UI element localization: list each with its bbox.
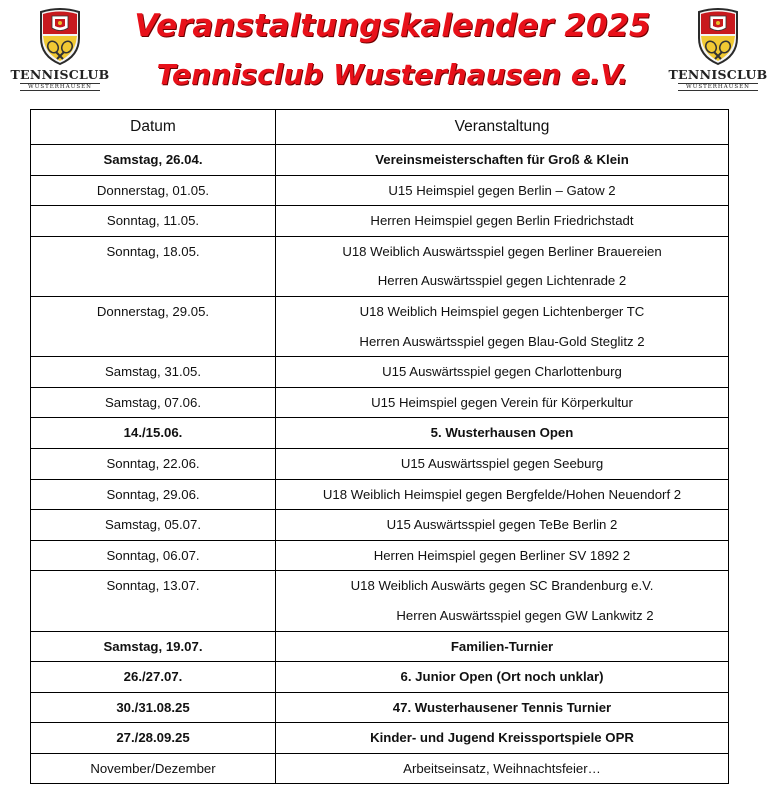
table-row	[31, 448, 729, 479]
event-text: U15 Auswärtsspiel gegen Charlottenburg	[382, 364, 622, 380]
date-text: Sonntag, 29.06.	[106, 486, 200, 502]
event-text: U15 Auswärtsspiel gegen Seeburg	[400, 455, 604, 471]
event-text: U15 Heimspiel gegen Berlin – Gatow 2	[388, 182, 616, 198]
date-text: 26./27.07.	[123, 669, 183, 685]
event-cell	[276, 418, 729, 449]
date-text: 14./15.06.	[123, 425, 183, 441]
column-header-event: Veranstaltung	[276, 110, 729, 145]
table-row	[31, 236, 729, 296]
logo-text: TENNISCLUB	[668, 67, 768, 82]
event-text: Herren Auswärtsspiel gegen Lichtenrade 2	[377, 273, 627, 289]
date-text: Sonntag, 18.05.	[106, 243, 200, 259]
table-row	[31, 571, 729, 631]
event-cell	[276, 723, 729, 754]
date-cell	[31, 631, 276, 662]
date-text: Samstag, 31.05.	[104, 364, 202, 380]
event-text: U18 Weiblich Heimspiel gegen Bergfelde/Hohen Neuendorf 2	[322, 486, 682, 502]
event-text: Kinder- und Jugend Kreissportspiele OPR	[370, 730, 634, 746]
table-row	[31, 510, 729, 541]
date-text: Samstag, 05.07.	[104, 517, 202, 533]
event-text: 47. Wusterhausener Tennis Turnier	[392, 699, 612, 715]
event-cell	[276, 236, 729, 296]
column-header-date: Datum	[31, 110, 276, 145]
table-row	[31, 753, 729, 784]
table-body	[31, 145, 729, 784]
event-cell	[276, 510, 729, 541]
page-subtitle: Tennisclub Wusterhausen e.V.	[156, 58, 629, 91]
event-text: 5. Wusterhausen Open	[430, 425, 574, 441]
event-cell	[276, 296, 729, 356]
date-text: 27./28.09.25	[116, 730, 190, 746]
date-cell	[31, 753, 276, 784]
page-title: Veranstaltungskalender 2025	[134, 8, 651, 44]
event-text: U15 Heimspiel gegen Verein für Körperkultur	[371, 394, 633, 410]
event-text: 6. Junior Open (Ort noch unklar)	[400, 669, 604, 685]
event-text: U15 Auswärtsspiel gegen TeBe Berlin 2	[386, 517, 618, 533]
date-text: Sonntag, 13.07.	[106, 578, 200, 594]
event-text: U18 Weiblich Auswärts gegen SC Brandenburg e.V.	[350, 578, 654, 594]
crest-icon	[37, 6, 83, 66]
table-row	[31, 631, 729, 662]
date-cell	[31, 357, 276, 388]
club-logo-left	[8, 6, 112, 98]
date-cell	[31, 387, 276, 418]
table-row	[31, 723, 729, 754]
event-text: Herren Auswärtsspiel gegen GW Lankwitz 2	[396, 607, 654, 623]
event-text: Herren Heimspiel gegen Berliner SV 1892 2	[373, 547, 631, 563]
date-cell	[31, 448, 276, 479]
date-cell	[31, 723, 276, 754]
date-text: Samstag, 19.07.	[103, 638, 203, 654]
date-cell	[31, 145, 276, 176]
table-row	[31, 479, 729, 510]
date-cell	[31, 206, 276, 237]
event-cell	[276, 175, 729, 206]
table-row	[31, 357, 729, 388]
date-cell	[31, 540, 276, 571]
date-text: Samstag, 07.06.	[104, 394, 202, 410]
table-row	[31, 387, 729, 418]
club-logo-right	[666, 6, 770, 98]
table-header-row	[31, 110, 729, 145]
date-cell	[31, 692, 276, 723]
event-cell	[276, 753, 729, 784]
event-text: Herren Heimspiel gegen Berlin Friedrichstadt	[370, 213, 634, 229]
crest-icon	[695, 6, 741, 66]
event-cell	[276, 540, 729, 571]
date-text: Sonntag, 06.07.	[106, 547, 200, 563]
event-text: U18 Weiblich Auswärtsspiel gegen Berliner Brauereien	[342, 243, 662, 259]
event-cell	[276, 662, 729, 693]
date-text: 30./31.08.25	[116, 699, 190, 715]
date-text: Sonntag, 22.06.	[106, 455, 200, 471]
table-row	[31, 662, 729, 693]
event-cell	[276, 357, 729, 388]
date-text: Samstag, 26.04.	[103, 152, 203, 167]
table-row	[31, 296, 729, 356]
logo-text: TENNISCLUB	[10, 67, 110, 82]
table-row	[31, 692, 729, 723]
date-cell	[31, 571, 276, 631]
event-cell	[276, 387, 729, 418]
event-text: Vereinsmeisterschaften für Groß & Klein	[375, 152, 629, 167]
event-cell	[276, 206, 729, 237]
event-cell	[276, 145, 729, 176]
date-cell	[31, 296, 276, 356]
table-row	[31, 206, 729, 237]
event-text: U18 Weiblich Heimspiel gegen Lichtenberger TC	[359, 303, 645, 319]
logo-subtext: WUSTERHAUSEN	[678, 83, 758, 91]
table-row	[31, 175, 729, 206]
date-cell	[31, 175, 276, 206]
date-cell	[31, 510, 276, 541]
event-cell	[276, 479, 729, 510]
table-row	[31, 418, 729, 449]
logo-subtext: WUSTERHAUSEN	[20, 83, 100, 91]
date-text: Donnerstag, 01.05.	[96, 182, 210, 198]
date-cell	[31, 236, 276, 296]
event-calendar-table	[30, 109, 729, 784]
table-row	[31, 540, 729, 571]
date-text: Sonntag, 11.05.	[106, 213, 200, 229]
table-row	[31, 145, 729, 176]
event-cell	[276, 571, 729, 631]
date-cell	[31, 662, 276, 693]
event-cell	[276, 631, 729, 662]
event-text: Arbeitseinsatz, Weihnachtsfeier…	[403, 760, 601, 776]
date-text: November/Dezember	[90, 760, 216, 776]
date-text: Donnerstag, 29.05.	[96, 303, 210, 319]
event-cell	[276, 448, 729, 479]
event-text: Familien-Turnier	[450, 638, 554, 654]
date-cell	[31, 479, 276, 510]
event-text: Herren Auswärtsspiel gegen Blau-Gold Steglitz 2	[359, 333, 645, 349]
date-cell	[31, 418, 276, 449]
event-cell	[276, 692, 729, 723]
